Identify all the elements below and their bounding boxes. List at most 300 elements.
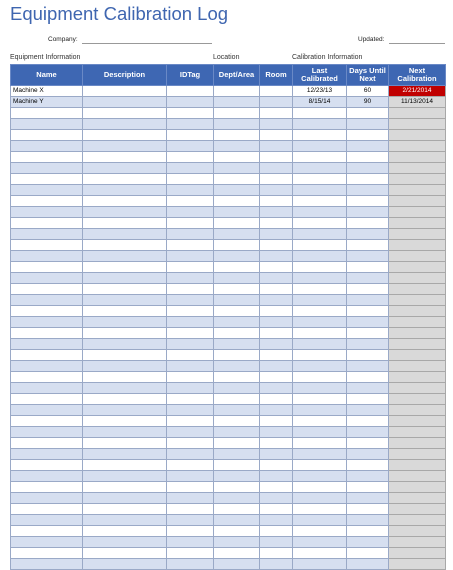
- cell-room[interactable]: [260, 504, 293, 515]
- cell-description[interactable]: [83, 306, 167, 317]
- cell-next-calibration[interactable]: [389, 306, 446, 317]
- cell-days-until-next[interactable]: [347, 383, 389, 394]
- cell-days-until-next[interactable]: [347, 449, 389, 460]
- cell-last-calibrated[interactable]: [293, 416, 347, 427]
- cell-dept-area[interactable]: [214, 207, 260, 218]
- cell-dept-area[interactable]: [214, 317, 260, 328]
- cell-idtag[interactable]: [167, 394, 214, 405]
- cell-next-calibration[interactable]: [389, 317, 446, 328]
- cell-description[interactable]: [83, 196, 167, 207]
- cell-dept-area[interactable]: [214, 482, 260, 493]
- cell-days-until-next[interactable]: [347, 152, 389, 163]
- cell-days-until-next[interactable]: [347, 196, 389, 207]
- cell-days-until-next[interactable]: 60: [347, 86, 389, 97]
- cell-name[interactable]: [11, 141, 83, 152]
- cell-idtag[interactable]: [167, 416, 214, 427]
- cell-idtag[interactable]: [167, 438, 214, 449]
- cell-dept-area[interactable]: [214, 372, 260, 383]
- cell-room[interactable]: [260, 559, 293, 570]
- cell-name[interactable]: [11, 284, 83, 295]
- cell-days-until-next[interactable]: [347, 471, 389, 482]
- cell-room[interactable]: [260, 350, 293, 361]
- cell-next-calibration[interactable]: [389, 328, 446, 339]
- cell-name[interactable]: [11, 196, 83, 207]
- cell-name[interactable]: [11, 273, 83, 284]
- cell-days-until-next[interactable]: [347, 163, 389, 174]
- cell-room[interactable]: [260, 328, 293, 339]
- cell-next-calibration[interactable]: [389, 218, 446, 229]
- cell-description[interactable]: [83, 163, 167, 174]
- cell-dept-area[interactable]: [214, 559, 260, 570]
- cell-last-calibrated[interactable]: [293, 328, 347, 339]
- cell-last-calibrated[interactable]: [293, 482, 347, 493]
- cell-room[interactable]: [260, 240, 293, 251]
- cell-next-calibration[interactable]: 11/13/2014: [389, 97, 446, 108]
- cell-room[interactable]: [260, 196, 293, 207]
- cell-idtag[interactable]: [167, 427, 214, 438]
- cell-dept-area[interactable]: [214, 493, 260, 504]
- cell-last-calibrated[interactable]: [293, 559, 347, 570]
- cell-last-calibrated[interactable]: [293, 207, 347, 218]
- cell-description[interactable]: [83, 394, 167, 405]
- cell-next-calibration[interactable]: [389, 394, 446, 405]
- cell-idtag[interactable]: [167, 284, 214, 295]
- cell-idtag[interactable]: [167, 328, 214, 339]
- cell-dept-area[interactable]: [214, 394, 260, 405]
- cell-dept-area[interactable]: [214, 152, 260, 163]
- cell-room[interactable]: [260, 537, 293, 548]
- cell-dept-area[interactable]: [214, 306, 260, 317]
- cell-idtag[interactable]: [167, 119, 214, 130]
- cell-name[interactable]: [11, 207, 83, 218]
- cell-room[interactable]: [260, 108, 293, 119]
- cell-last-calibrated[interactable]: [293, 152, 347, 163]
- cell-next-calibration[interactable]: [389, 130, 446, 141]
- cell-name[interactable]: [11, 537, 83, 548]
- cell-dept-area[interactable]: [214, 185, 260, 196]
- cell-days-until-next[interactable]: [347, 339, 389, 350]
- cell-idtag[interactable]: [167, 493, 214, 504]
- cell-room[interactable]: [260, 119, 293, 130]
- cell-dept-area[interactable]: [214, 427, 260, 438]
- cell-dept-area[interactable]: [214, 515, 260, 526]
- cell-last-calibrated[interactable]: [293, 438, 347, 449]
- cell-name[interactable]: [11, 240, 83, 251]
- cell-last-calibrated[interactable]: [293, 493, 347, 504]
- cell-last-calibrated[interactable]: [293, 196, 347, 207]
- cell-idtag[interactable]: [167, 383, 214, 394]
- cell-days-until-next[interactable]: [347, 438, 389, 449]
- cell-days-until-next[interactable]: [347, 537, 389, 548]
- cell-idtag[interactable]: [167, 504, 214, 515]
- cell-dept-area[interactable]: [214, 229, 260, 240]
- cell-room[interactable]: [260, 284, 293, 295]
- cell-dept-area[interactable]: [214, 339, 260, 350]
- cell-next-calibration[interactable]: [389, 449, 446, 460]
- cell-next-calibration[interactable]: [389, 240, 446, 251]
- cell-description[interactable]: [83, 284, 167, 295]
- cell-days-until-next[interactable]: [347, 108, 389, 119]
- cell-room[interactable]: [260, 493, 293, 504]
- cell-days-until-next[interactable]: [347, 427, 389, 438]
- cell-idtag[interactable]: [167, 196, 214, 207]
- cell-idtag[interactable]: [167, 405, 214, 416]
- cell-dept-area[interactable]: [214, 526, 260, 537]
- cell-next-calibration[interactable]: [389, 383, 446, 394]
- cell-description[interactable]: [83, 174, 167, 185]
- cell-last-calibrated[interactable]: [293, 218, 347, 229]
- cell-name[interactable]: [11, 559, 83, 570]
- cell-last-calibrated[interactable]: [293, 163, 347, 174]
- cell-description[interactable]: [83, 460, 167, 471]
- cell-next-calibration[interactable]: [389, 361, 446, 372]
- cell-last-calibrated[interactable]: [293, 251, 347, 262]
- cell-last-calibrated[interactable]: [293, 361, 347, 372]
- cell-description[interactable]: [83, 273, 167, 284]
- cell-days-until-next[interactable]: [347, 482, 389, 493]
- cell-days-until-next[interactable]: [347, 504, 389, 515]
- cell-idtag[interactable]: [167, 130, 214, 141]
- cell-dept-area[interactable]: [214, 284, 260, 295]
- cell-dept-area[interactable]: [214, 251, 260, 262]
- cell-dept-area[interactable]: [214, 174, 260, 185]
- cell-description[interactable]: [83, 185, 167, 196]
- cell-next-calibration[interactable]: [389, 229, 446, 240]
- cell-idtag[interactable]: [167, 163, 214, 174]
- cell-room[interactable]: [260, 339, 293, 350]
- cell-room[interactable]: [260, 185, 293, 196]
- cell-name[interactable]: [11, 152, 83, 163]
- cell-idtag[interactable]: [167, 306, 214, 317]
- cell-name[interactable]: [11, 504, 83, 515]
- cell-idtag[interactable]: [167, 262, 214, 273]
- cell-description[interactable]: [83, 405, 167, 416]
- cell-next-calibration[interactable]: [389, 416, 446, 427]
- cell-dept-area[interactable]: [214, 438, 260, 449]
- cell-days-until-next[interactable]: [347, 350, 389, 361]
- cell-room[interactable]: [260, 482, 293, 493]
- cell-last-calibrated[interactable]: [293, 471, 347, 482]
- cell-last-calibrated[interactable]: [293, 130, 347, 141]
- cell-description[interactable]: [83, 262, 167, 273]
- cell-days-until-next[interactable]: [347, 218, 389, 229]
- cell-days-until-next[interactable]: [347, 460, 389, 471]
- cell-idtag[interactable]: [167, 185, 214, 196]
- cell-name[interactable]: [11, 174, 83, 185]
- cell-name[interactable]: [11, 163, 83, 174]
- cell-days-until-next[interactable]: [347, 295, 389, 306]
- cell-description[interactable]: [83, 559, 167, 570]
- cell-room[interactable]: [260, 251, 293, 262]
- cell-name[interactable]: [11, 218, 83, 229]
- cell-days-until-next[interactable]: [347, 207, 389, 218]
- cell-next-calibration[interactable]: 2/21/2014: [389, 86, 446, 97]
- cell-last-calibrated[interactable]: [293, 394, 347, 405]
- cell-description[interactable]: [83, 526, 167, 537]
- cell-room[interactable]: [260, 229, 293, 240]
- cell-dept-area[interactable]: [214, 240, 260, 251]
- cell-days-until-next[interactable]: [347, 548, 389, 559]
- cell-next-calibration[interactable]: [389, 493, 446, 504]
- cell-description[interactable]: [83, 97, 167, 108]
- cell-next-calibration[interactable]: [389, 273, 446, 284]
- cell-idtag[interactable]: [167, 152, 214, 163]
- cell-last-calibrated[interactable]: [293, 526, 347, 537]
- cell-dept-area[interactable]: [214, 273, 260, 284]
- cell-name[interactable]: [11, 229, 83, 240]
- cell-dept-area[interactable]: [214, 460, 260, 471]
- cell-description[interactable]: [83, 504, 167, 515]
- cell-description[interactable]: [83, 218, 167, 229]
- cell-idtag[interactable]: [167, 295, 214, 306]
- cell-description[interactable]: [83, 471, 167, 482]
- cell-dept-area[interactable]: [214, 108, 260, 119]
- cell-days-until-next[interactable]: [347, 317, 389, 328]
- cell-next-calibration[interactable]: [389, 141, 446, 152]
- cell-name[interactable]: [11, 471, 83, 482]
- cell-days-until-next[interactable]: [347, 559, 389, 570]
- cell-last-calibrated[interactable]: [293, 548, 347, 559]
- cell-description[interactable]: [83, 119, 167, 130]
- cell-idtag[interactable]: [167, 515, 214, 526]
- cell-room[interactable]: [260, 174, 293, 185]
- cell-next-calibration[interactable]: [389, 460, 446, 471]
- cell-name[interactable]: Machine Y: [11, 97, 83, 108]
- cell-room[interactable]: [260, 416, 293, 427]
- cell-idtag[interactable]: [167, 482, 214, 493]
- cell-last-calibrated[interactable]: [293, 141, 347, 152]
- cell-days-until-next[interactable]: [347, 185, 389, 196]
- cell-next-calibration[interactable]: [389, 174, 446, 185]
- cell-last-calibrated[interactable]: [293, 295, 347, 306]
- cell-next-calibration[interactable]: [389, 526, 446, 537]
- cell-next-calibration[interactable]: [389, 251, 446, 262]
- cell-dept-area[interactable]: [214, 548, 260, 559]
- cell-idtag[interactable]: [167, 141, 214, 152]
- cell-room[interactable]: [260, 438, 293, 449]
- cell-days-until-next[interactable]: [347, 240, 389, 251]
- cell-idtag[interactable]: [167, 372, 214, 383]
- cell-name[interactable]: [11, 251, 83, 262]
- cell-room[interactable]: [260, 152, 293, 163]
- cell-last-calibrated[interactable]: 12/23/13: [293, 86, 347, 97]
- cell-room[interactable]: [260, 383, 293, 394]
- cell-dept-area[interactable]: [214, 119, 260, 130]
- cell-days-until-next[interactable]: [347, 493, 389, 504]
- cell-description[interactable]: [83, 152, 167, 163]
- cell-idtag[interactable]: [167, 317, 214, 328]
- cell-idtag[interactable]: [167, 537, 214, 548]
- cell-room[interactable]: [260, 207, 293, 218]
- cell-room[interactable]: [260, 515, 293, 526]
- cell-description[interactable]: [83, 482, 167, 493]
- cell-description[interactable]: [83, 383, 167, 394]
- cell-last-calibrated[interactable]: [293, 108, 347, 119]
- cell-days-until-next[interactable]: [347, 394, 389, 405]
- cell-last-calibrated[interactable]: [293, 460, 347, 471]
- cell-idtag[interactable]: [167, 471, 214, 482]
- cell-name[interactable]: [11, 185, 83, 196]
- cell-description[interactable]: [83, 295, 167, 306]
- cell-name[interactable]: Machine X: [11, 86, 83, 97]
- cell-idtag[interactable]: [167, 339, 214, 350]
- cell-dept-area[interactable]: [214, 328, 260, 339]
- cell-dept-area[interactable]: [214, 97, 260, 108]
- cell-room[interactable]: [260, 405, 293, 416]
- cell-next-calibration[interactable]: [389, 482, 446, 493]
- cell-days-until-next[interactable]: [347, 416, 389, 427]
- cell-days-until-next[interactable]: [347, 284, 389, 295]
- cell-next-calibration[interactable]: [389, 504, 446, 515]
- cell-next-calibration[interactable]: [389, 163, 446, 174]
- cell-days-until-next[interactable]: [347, 273, 389, 284]
- cell-last-calibrated[interactable]: [293, 449, 347, 460]
- cell-dept-area[interactable]: [214, 295, 260, 306]
- cell-last-calibrated[interactable]: [293, 284, 347, 295]
- cell-name[interactable]: [11, 361, 83, 372]
- cell-name[interactable]: [11, 427, 83, 438]
- cell-last-calibrated[interactable]: [293, 405, 347, 416]
- cell-name[interactable]: [11, 317, 83, 328]
- cell-idtag[interactable]: [167, 361, 214, 372]
- cell-name[interactable]: [11, 383, 83, 394]
- cell-next-calibration[interactable]: [389, 537, 446, 548]
- cell-days-until-next[interactable]: [347, 526, 389, 537]
- cell-description[interactable]: [83, 537, 167, 548]
- cell-description[interactable]: [83, 361, 167, 372]
- cell-dept-area[interactable]: [214, 383, 260, 394]
- cell-idtag[interactable]: [167, 97, 214, 108]
- cell-room[interactable]: [260, 163, 293, 174]
- cell-room[interactable]: [260, 361, 293, 372]
- cell-room[interactable]: [260, 262, 293, 273]
- cell-dept-area[interactable]: [214, 504, 260, 515]
- cell-idtag[interactable]: [167, 108, 214, 119]
- cell-name[interactable]: [11, 515, 83, 526]
- cell-next-calibration[interactable]: [389, 284, 446, 295]
- cell-description[interactable]: [83, 108, 167, 119]
- cell-room[interactable]: [260, 218, 293, 229]
- cell-next-calibration[interactable]: [389, 185, 446, 196]
- cell-idtag[interactable]: [167, 548, 214, 559]
- cell-days-until-next[interactable]: [347, 251, 389, 262]
- cell-idtag[interactable]: [167, 273, 214, 284]
- cell-last-calibrated[interactable]: [293, 504, 347, 515]
- cell-idtag[interactable]: [167, 350, 214, 361]
- cell-name[interactable]: [11, 306, 83, 317]
- cell-dept-area[interactable]: [214, 361, 260, 372]
- cell-dept-area[interactable]: [214, 262, 260, 273]
- cell-next-calibration[interactable]: [389, 438, 446, 449]
- cell-next-calibration[interactable]: [389, 405, 446, 416]
- cell-dept-area[interactable]: [214, 163, 260, 174]
- cell-last-calibrated[interactable]: [293, 372, 347, 383]
- cell-description[interactable]: [83, 548, 167, 559]
- cell-last-calibrated[interactable]: [293, 515, 347, 526]
- cell-last-calibrated[interactable]: 8/15/14: [293, 97, 347, 108]
- cell-idtag[interactable]: [167, 218, 214, 229]
- cell-days-until-next[interactable]: [347, 229, 389, 240]
- cell-dept-area[interactable]: [214, 405, 260, 416]
- cell-description[interactable]: [83, 328, 167, 339]
- cell-description[interactable]: [83, 416, 167, 427]
- cell-days-until-next[interactable]: [347, 515, 389, 526]
- cell-name[interactable]: [11, 372, 83, 383]
- cell-name[interactable]: [11, 350, 83, 361]
- cell-next-calibration[interactable]: [389, 471, 446, 482]
- cell-description[interactable]: [83, 449, 167, 460]
- cell-room[interactable]: [260, 97, 293, 108]
- cell-name[interactable]: [11, 526, 83, 537]
- cell-idtag[interactable]: [167, 460, 214, 471]
- cell-name[interactable]: [11, 328, 83, 339]
- cell-days-until-next[interactable]: 90: [347, 97, 389, 108]
- cell-dept-area[interactable]: [214, 130, 260, 141]
- cell-dept-area[interactable]: [214, 218, 260, 229]
- cell-room[interactable]: [260, 141, 293, 152]
- cell-name[interactable]: [11, 405, 83, 416]
- cell-next-calibration[interactable]: [389, 427, 446, 438]
- cell-room[interactable]: [260, 548, 293, 559]
- cell-room[interactable]: [260, 86, 293, 97]
- cell-days-until-next[interactable]: [347, 119, 389, 130]
- cell-description[interactable]: [83, 372, 167, 383]
- cell-description[interactable]: [83, 240, 167, 251]
- cell-next-calibration[interactable]: [389, 295, 446, 306]
- cell-days-until-next[interactable]: [347, 328, 389, 339]
- cell-days-until-next[interactable]: [347, 405, 389, 416]
- cell-room[interactable]: [260, 526, 293, 537]
- cell-room[interactable]: [260, 372, 293, 383]
- cell-dept-area[interactable]: [214, 350, 260, 361]
- cell-last-calibrated[interactable]: [293, 229, 347, 240]
- cell-description[interactable]: [83, 438, 167, 449]
- cell-days-until-next[interactable]: [347, 262, 389, 273]
- cell-next-calibration[interactable]: [389, 350, 446, 361]
- cell-room[interactable]: [260, 306, 293, 317]
- cell-room[interactable]: [260, 317, 293, 328]
- cell-next-calibration[interactable]: [389, 262, 446, 273]
- cell-name[interactable]: [11, 438, 83, 449]
- cell-name[interactable]: [11, 130, 83, 141]
- cell-next-calibration[interactable]: [389, 515, 446, 526]
- cell-idtag[interactable]: [167, 559, 214, 570]
- cell-idtag[interactable]: [167, 240, 214, 251]
- cell-last-calibrated[interactable]: [293, 119, 347, 130]
- cell-idtag[interactable]: [167, 526, 214, 537]
- cell-days-until-next[interactable]: [347, 130, 389, 141]
- cell-days-until-next[interactable]: [347, 372, 389, 383]
- cell-days-until-next[interactable]: [347, 306, 389, 317]
- cell-last-calibrated[interactable]: [293, 537, 347, 548]
- cell-name[interactable]: [11, 493, 83, 504]
- cell-room[interactable]: [260, 427, 293, 438]
- cell-name[interactable]: [11, 108, 83, 119]
- cell-last-calibrated[interactable]: [293, 185, 347, 196]
- cell-days-until-next[interactable]: [347, 361, 389, 372]
- cell-dept-area[interactable]: [214, 471, 260, 482]
- cell-last-calibrated[interactable]: [293, 306, 347, 317]
- cell-idtag[interactable]: [167, 449, 214, 460]
- cell-description[interactable]: [83, 86, 167, 97]
- cell-idtag[interactable]: [167, 207, 214, 218]
- cell-next-calibration[interactable]: [389, 339, 446, 350]
- cell-days-until-next[interactable]: [347, 141, 389, 152]
- cell-name[interactable]: [11, 339, 83, 350]
- cell-last-calibrated[interactable]: [293, 273, 347, 284]
- cell-dept-area[interactable]: [214, 141, 260, 152]
- cell-description[interactable]: [83, 339, 167, 350]
